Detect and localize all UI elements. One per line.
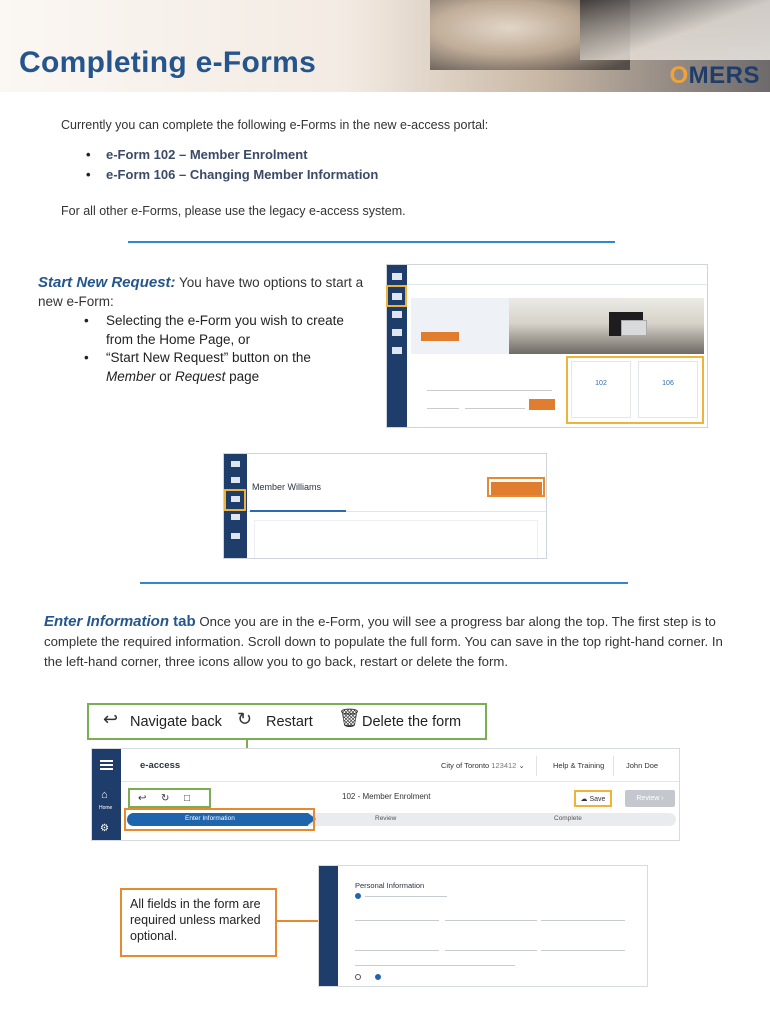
- action-icons-highlight: [128, 788, 211, 808]
- start-request-highlight: [487, 477, 545, 497]
- form-fields-screenshot: [318, 865, 648, 987]
- trash-icon: 🗑: [338, 708, 361, 728]
- hero-banner: [411, 298, 704, 354]
- separator: [536, 756, 537, 776]
- members-icon: [392, 311, 402, 318]
- field-underline[interactable]: [445, 950, 537, 951]
- radio-option[interactable]: [355, 893, 361, 899]
- field-underline[interactable]: [541, 920, 625, 921]
- legend-back-label: Navigate back: [130, 714, 222, 730]
- form-section-title: Personal Information: [355, 881, 425, 890]
- laptop-image: [621, 320, 647, 336]
- start-request-heading: Start New Request: You have two options to start a new e-Form:: [38, 274, 364, 309]
- text-placeholder: [365, 896, 447, 897]
- document-icon: [231, 514, 240, 520]
- page-header: [0, 0, 770, 92]
- eform-item: • e-Form 106 – Changing Member Information: [86, 167, 378, 182]
- eform-list: [86, 147, 378, 187]
- section-divider: [140, 582, 628, 584]
- legend-restart-label: Restart: [266, 714, 313, 730]
- save-button[interactable]: ☁ Save: [574, 790, 612, 807]
- review-button[interactable]: Review ›: [625, 790, 675, 807]
- app-title: e-access: [140, 760, 181, 771]
- members-highlight: [224, 489, 246, 511]
- omers-logo: OMERS: [669, 62, 760, 89]
- active-tab-indicator: [250, 510, 346, 512]
- home-label: Home: [99, 805, 113, 811]
- home-highlight: [386, 285, 407, 307]
- field-underline[interactable]: [355, 920, 439, 921]
- step-complete[interactable]: Complete: [554, 815, 582, 822]
- document-icon: [392, 329, 402, 336]
- radio-option[interactable]: [355, 974, 361, 980]
- separator: [613, 756, 614, 776]
- eform-card-106[interactable]: 106: [638, 361, 698, 418]
- step-review[interactable]: Review: [375, 815, 397, 822]
- text-placeholder: [355, 965, 515, 966]
- progress-step-highlight: [124, 808, 315, 831]
- sidebar: [92, 749, 121, 841]
- menu-icon[interactable]: [100, 760, 113, 770]
- help-training-link[interactable]: Help & Training: [553, 761, 605, 770]
- step-enter-information[interactable]: Enter Information: [185, 815, 235, 822]
- icon-legend: [87, 703, 487, 740]
- search-button[interactable]: [529, 399, 555, 410]
- restart-icon: ↻: [237, 709, 253, 729]
- intro-text: Currently you can complete the following e-Forms in the new e-access portal:: [61, 118, 489, 132]
- search-field[interactable]: [427, 390, 552, 391]
- user-menu[interactable]: John Doe: [626, 761, 659, 770]
- office-image: [509, 298, 704, 354]
- option-item: • “Start New Request” button on the Member or Request page: [84, 349, 344, 386]
- members-icon[interactable]: ⚙: [100, 823, 109, 834]
- start-request-options: [84, 312, 344, 386]
- eform-card-102[interactable]: 102: [571, 361, 631, 418]
- required-fields-note: All fields in the form are required unless marked optional.: [120, 888, 277, 957]
- back-arrow-icon[interactable]: ↩: [138, 793, 147, 804]
- learn-more-button[interactable]: [421, 332, 459, 341]
- search-field[interactable]: [465, 408, 525, 409]
- section-divider: [128, 241, 615, 243]
- member-name: Member Williams: [252, 482, 322, 492]
- option-item: • Selecting the e-Form you wish to create from the Home Page, or: [84, 312, 344, 349]
- organization-selector[interactable]: City of Toronto 123412 ⌄: [441, 761, 525, 770]
- home-icon[interactable]: ⌂: [101, 789, 108, 801]
- note-connector: [277, 920, 318, 922]
- eform-item: • e-Form 102 – Member Enrolment: [86, 147, 378, 162]
- field-underline[interactable]: [541, 950, 625, 951]
- eform-cards-highlight: [566, 356, 704, 424]
- radio-option[interactable]: [375, 974, 381, 980]
- home-icon: [231, 477, 240, 483]
- restart-icon[interactable]: ↻: [161, 793, 170, 804]
- member-page-screenshot: [223, 453, 547, 559]
- form-title: 102 - Member Enrolment: [342, 792, 431, 801]
- enter-info-paragraph: Enter Information tab Once you are in the e-Form, you will see a progress bar along the top. The first step is to complete the required information. Scroll down to populate the full form. You can save in the top right-hand corner. In the left-hand corner, three icons allow you to go back, restart or delete the form.: [44, 613, 723, 669]
- field-underline[interactable]: [445, 920, 537, 921]
- request-icon: [231, 533, 240, 539]
- legacy-note: For all other e-Forms, please use the legacy e-access system.: [61, 204, 406, 218]
- back-arrow-icon: ↩: [103, 709, 119, 729]
- trash-icon[interactable]: □: [184, 793, 191, 804]
- header-photo-right: [580, 0, 770, 60]
- top-bar: [407, 265, 707, 285]
- menu-icon: [231, 461, 240, 467]
- menu-icon: [392, 273, 402, 280]
- sidebar: [319, 866, 338, 987]
- legend-delete-label: Delete the form: [362, 714, 462, 730]
- page-title: Completing e-Forms: [19, 46, 317, 79]
- search-field[interactable]: [427, 408, 459, 409]
- field-underline[interactable]: [355, 950, 439, 951]
- summary-panel: [254, 520, 538, 559]
- request-icon: [392, 347, 402, 354]
